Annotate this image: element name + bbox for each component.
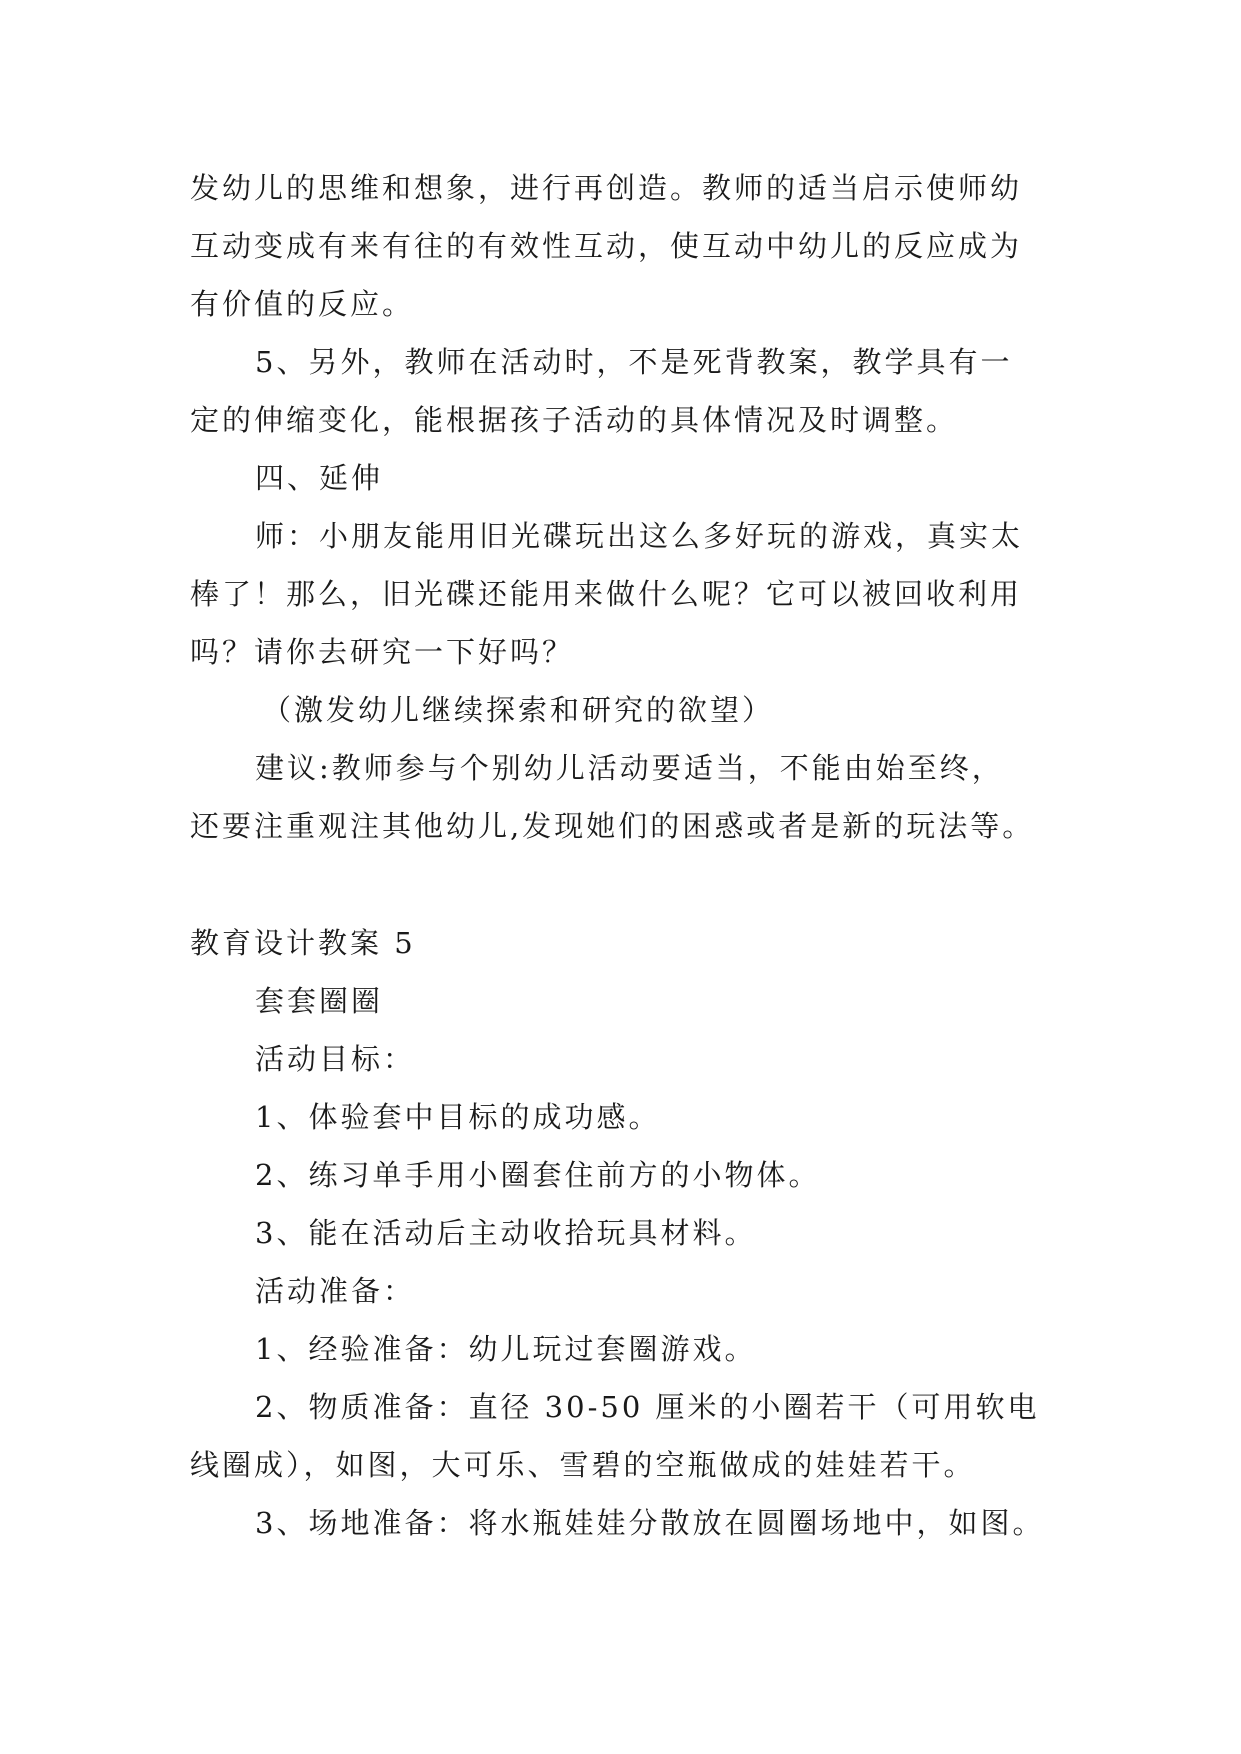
subsection-heading: 活动目标： [255, 1042, 416, 1076]
list-item: 2、物质准备：直径 30-50 厘米的小圈若干（可用软电 [255, 1390, 1040, 1424]
subsection-heading: 活动准备： [255, 1274, 416, 1308]
paragraph-line: 5、另外，教师在活动时，不是死背教案，教学具有一 [255, 345, 1013, 379]
list-item: 3、场地准备：将水瓶娃娃分散放在圆圈场地中，如图。 [255, 1506, 1045, 1540]
section-title: 教育设计教案 5 [190, 926, 416, 960]
paragraph-line: 还要注重观注其他幼儿,发现她们的困惑或者是新的玩法等。 [190, 809, 1035, 843]
paragraph-line: 定的伸缩变化，能根据孩子活动的具体情况及时调整。 [190, 403, 959, 437]
paragraph-line: 建议:教师参与个别幼儿活动要适当，不能由始至终， [255, 751, 1004, 785]
list-item: 1、体验套中目标的成功感。 [255, 1100, 661, 1134]
paragraph-line: 棒了！那么，旧光碟还能用来做什么呢？它可以被回收利用 [190, 577, 1023, 611]
activity-title: 套套圈圈 [255, 984, 384, 1018]
list-item: 2、练习单手用小圈套住前方的小物体。 [255, 1158, 821, 1192]
section-heading: 四、延伸 [255, 461, 384, 495]
paragraph-line: 有价值的反应。 [190, 287, 415, 321]
paragraph-line: 发幼儿的思维和想象，进行再创造。教师的适当启示使师幼 [190, 171, 1023, 205]
paragraph-line: 互动变成有来有往的有效性互动，使互动中幼儿的反应成为 [190, 229, 1023, 263]
list-item: 3、能在活动后主动收拾玩具材料。 [255, 1216, 757, 1250]
paragraph-line: 线圈成），如图，大可乐、雪碧的空瓶做成的娃娃若干。 [190, 1448, 976, 1482]
paragraph-line: 师：小朋友能用旧光碟玩出这么多好玩的游戏，真实太 [255, 519, 1024, 553]
paragraph-line: 吗？请你去研究一下好吗？ [190, 635, 575, 669]
paragraph-line: （激发幼儿继续探索和研究的欲望） [262, 693, 775, 727]
list-item: 1、经验准备：幼儿玩过套圈游戏。 [255, 1332, 757, 1366]
